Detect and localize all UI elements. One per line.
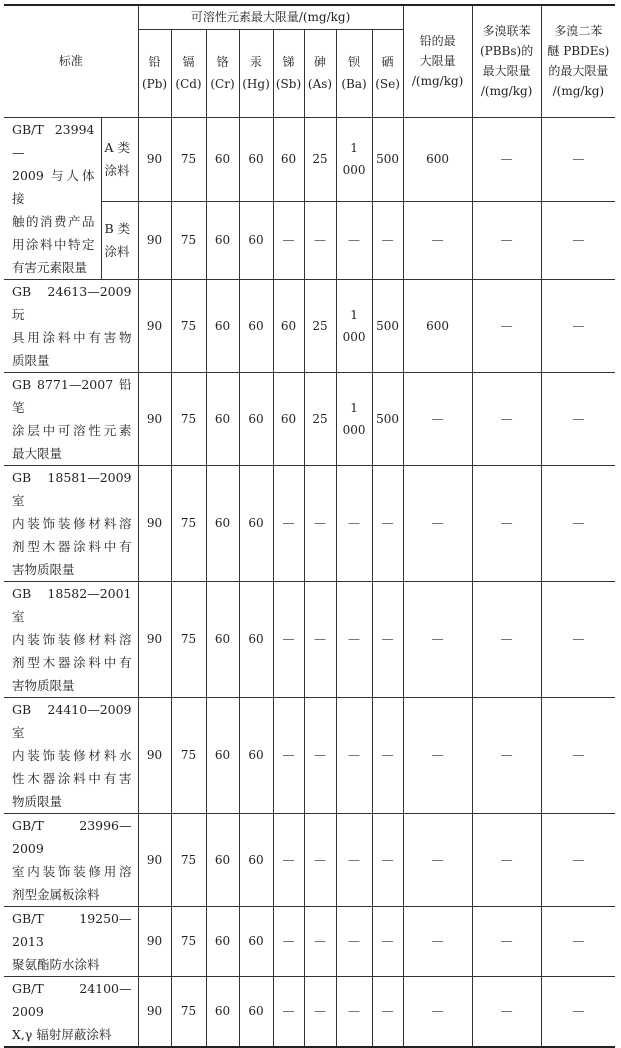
cell-hg: 60 (239, 279, 273, 372)
cell-cr: 60 (206, 581, 239, 697)
cell-pbbs: — (472, 279, 541, 372)
cell-as: — (304, 202, 336, 279)
cell-pbbs: — (472, 465, 541, 581)
cell-pb: 90 (138, 465, 171, 581)
table-row (4, 465, 615, 581)
cell-sb: — (273, 465, 304, 581)
cell-pbdes: — (541, 202, 615, 279)
header-element-cd: 镉 (Cd) (171, 29, 206, 117)
cell-se: — (372, 813, 403, 906)
cell-cd: 75 (171, 976, 206, 1047)
table-body (4, 117, 615, 1047)
cell-pbdes: — (541, 465, 615, 581)
cell-se: — (372, 976, 403, 1047)
cell-pb: 90 (138, 372, 171, 465)
table-row (4, 279, 615, 372)
row-subtype: B 类 涂料 (101, 202, 138, 279)
cell-sb: 60 (273, 279, 304, 372)
cell-sb: — (273, 697, 304, 813)
header-pbbs: 多溴联苯 (PBBs)的 最大限量 /(mg/kg) (472, 5, 541, 117)
cell-ba: — (336, 906, 372, 976)
cell-as: — (304, 976, 336, 1047)
cell-hg: 60 (239, 976, 273, 1047)
header-element-pb: 铅 (Pb) (138, 29, 171, 117)
row-standard: GB/T 23996—2009 室内装饰装修用溶 剂型金属板涂料 (4, 813, 138, 906)
header-element-as: 砷 (As) (304, 29, 336, 117)
header-element-sb: 锑 (Sb) (273, 29, 304, 117)
row-standard: GB/T 24100—2009 X,γ 辐射屏蔽涂料 (4, 976, 138, 1047)
cell-pb: 90 (138, 117, 171, 202)
cell-hg: 60 (239, 581, 273, 697)
header-lead-max: 铅的最 大限量 /(mg/kg) (403, 5, 472, 117)
cell-cr: 60 (206, 202, 239, 279)
cell-pbdes: — (541, 906, 615, 976)
cell-ba: — (336, 581, 372, 697)
header-standard: 标准 (4, 5, 138, 117)
cell-sb: 60 (273, 117, 304, 202)
cell-cd: 75 (171, 906, 206, 976)
cell-pb: 90 (138, 202, 171, 279)
cell-hg: 60 (239, 465, 273, 581)
soluble-element-limits-table (4, 4, 615, 1048)
header-pbdes: 多溴二苯 醚 PBDEs) 的最大限量 /(mg/kg) (541, 5, 615, 117)
cell-pbbs: — (472, 813, 541, 906)
cell-se: — (372, 202, 403, 279)
cell-cr: 60 (206, 976, 239, 1047)
table-row (4, 813, 615, 906)
cell-pbdes: — (541, 697, 615, 813)
cell-hg: 60 (239, 202, 273, 279)
cell-cd: 75 (171, 279, 206, 372)
cell-pb: 90 (138, 906, 171, 976)
cell-lead-max: 600 (403, 279, 472, 372)
cell-pbdes: — (541, 581, 615, 697)
cell-cr: 60 (206, 465, 239, 581)
cell-sb: — (273, 813, 304, 906)
cell-se: 500 (372, 372, 403, 465)
cell-se: — (372, 465, 403, 581)
row-subtype: A 类 涂料 (101, 117, 138, 202)
cell-ba: — (336, 976, 372, 1047)
cell-sb: — (273, 581, 304, 697)
header-soluble-group: 可溶性元素最大限量/(mg/kg) (138, 5, 403, 29)
cell-pbdes: — (541, 372, 615, 465)
table-row (4, 117, 615, 202)
cell-pbdes: — (541, 117, 615, 202)
cell-pb: 90 (138, 813, 171, 906)
cell-cr: 60 (206, 372, 239, 465)
cell-pbbs: — (472, 697, 541, 813)
row-standard: GB/T 23994— 2009 与人体接 触的消费产品 用涂料中特定 有害元素限量 (4, 117, 101, 279)
cell-cd: 75 (171, 202, 206, 279)
cell-cd: 75 (171, 372, 206, 465)
row-standard: GB 24613—2009 玩 具用涂料中有害物 质限量 (4, 279, 138, 372)
cell-pbbs: — (472, 906, 541, 976)
cell-pb: 90 (138, 976, 171, 1047)
cell-cd: 75 (171, 465, 206, 581)
table-row (4, 906, 615, 976)
cell-pbbs: — (472, 117, 541, 202)
row-standard: GB 8771—2007 铅笔 涂层中可溶性元素 最大限量 (4, 372, 138, 465)
table-row (4, 581, 615, 697)
cell-ba: 1 000 (336, 372, 372, 465)
cell-ba: — (336, 813, 372, 906)
row-standard: GB 24410—2009 室 内装饰装修材料水 性木器涂料中有害 物质限量 (4, 697, 138, 813)
cell-cr: 60 (206, 279, 239, 372)
cell-lead-max: 600 (403, 117, 472, 202)
cell-as: — (304, 581, 336, 697)
cell-pbdes: — (541, 976, 615, 1047)
cell-lead-max: — (403, 465, 472, 581)
cell-sb: — (273, 202, 304, 279)
cell-se: — (372, 697, 403, 813)
cell-ba: 1 000 (336, 279, 372, 372)
cell-cd: 75 (171, 117, 206, 202)
cell-pb: 90 (138, 697, 171, 813)
cell-hg: 60 (239, 372, 273, 465)
cell-as: 25 (304, 117, 336, 202)
cell-ba: — (336, 465, 372, 581)
cell-pbbs: — (472, 581, 541, 697)
cell-as: 25 (304, 279, 336, 372)
table-row (4, 976, 615, 1047)
cell-as: 25 (304, 372, 336, 465)
cell-hg: 60 (239, 906, 273, 976)
header-element-hg: 汞 (Hg) (239, 29, 273, 117)
cell-pbbs: — (472, 202, 541, 279)
cell-se: — (372, 581, 403, 697)
cell-sb: 60 (273, 372, 304, 465)
cell-lead-max: — (403, 697, 472, 813)
cell-as: — (304, 697, 336, 813)
cell-as: — (304, 906, 336, 976)
cell-cr: 60 (206, 813, 239, 906)
cell-pb: 90 (138, 581, 171, 697)
cell-cr: 60 (206, 117, 239, 202)
cell-lead-max: — (403, 906, 472, 976)
cell-cd: 75 (171, 697, 206, 813)
cell-lead-max: — (403, 372, 472, 465)
cell-hg: 60 (239, 813, 273, 906)
cell-pbdes: — (541, 813, 615, 906)
row-standard: GB 18581—2009 室 内装饰装修材料溶 剂型木器涂料中有 害物质限量 (4, 465, 138, 581)
cell-pbdes: — (541, 279, 615, 372)
row-standard: GB 18582—2001 室 内装饰装修材料溶 剂型木器涂料中有 害物质限量 (4, 581, 138, 697)
cell-se: — (372, 906, 403, 976)
row-standard: GB/T 19250—2013 聚氨酯防水涂料 (4, 906, 138, 976)
cell-lead-max: — (403, 202, 472, 279)
cell-pbbs: — (472, 372, 541, 465)
cell-pb: 90 (138, 279, 171, 372)
cell-sb: — (273, 906, 304, 976)
cell-ba: 1 000 (336, 117, 372, 202)
cell-se: 500 (372, 279, 403, 372)
cell-ba: — (336, 202, 372, 279)
cell-as: — (304, 813, 336, 906)
cell-hg: 60 (239, 117, 273, 202)
cell-ba: — (336, 697, 372, 813)
cell-cd: 75 (171, 581, 206, 697)
cell-as: — (304, 465, 336, 581)
cell-cr: 60 (206, 906, 239, 976)
cell-lead-max: — (403, 581, 472, 697)
cell-se: 500 (372, 117, 403, 202)
header-element-cr: 铬 (Cr) (206, 29, 239, 117)
cell-lead-max: — (403, 976, 472, 1047)
cell-pbbs: — (472, 976, 541, 1047)
table-row (4, 697, 615, 813)
cell-lead-max: — (403, 813, 472, 906)
header-element-ba: 钡 (Ba) (336, 29, 372, 117)
header-element-se: 硒 (Se) (372, 29, 403, 117)
cell-cd: 75 (171, 813, 206, 906)
cell-sb: — (273, 976, 304, 1047)
table-row (4, 372, 615, 465)
cell-cr: 60 (206, 697, 239, 813)
cell-hg: 60 (239, 697, 273, 813)
